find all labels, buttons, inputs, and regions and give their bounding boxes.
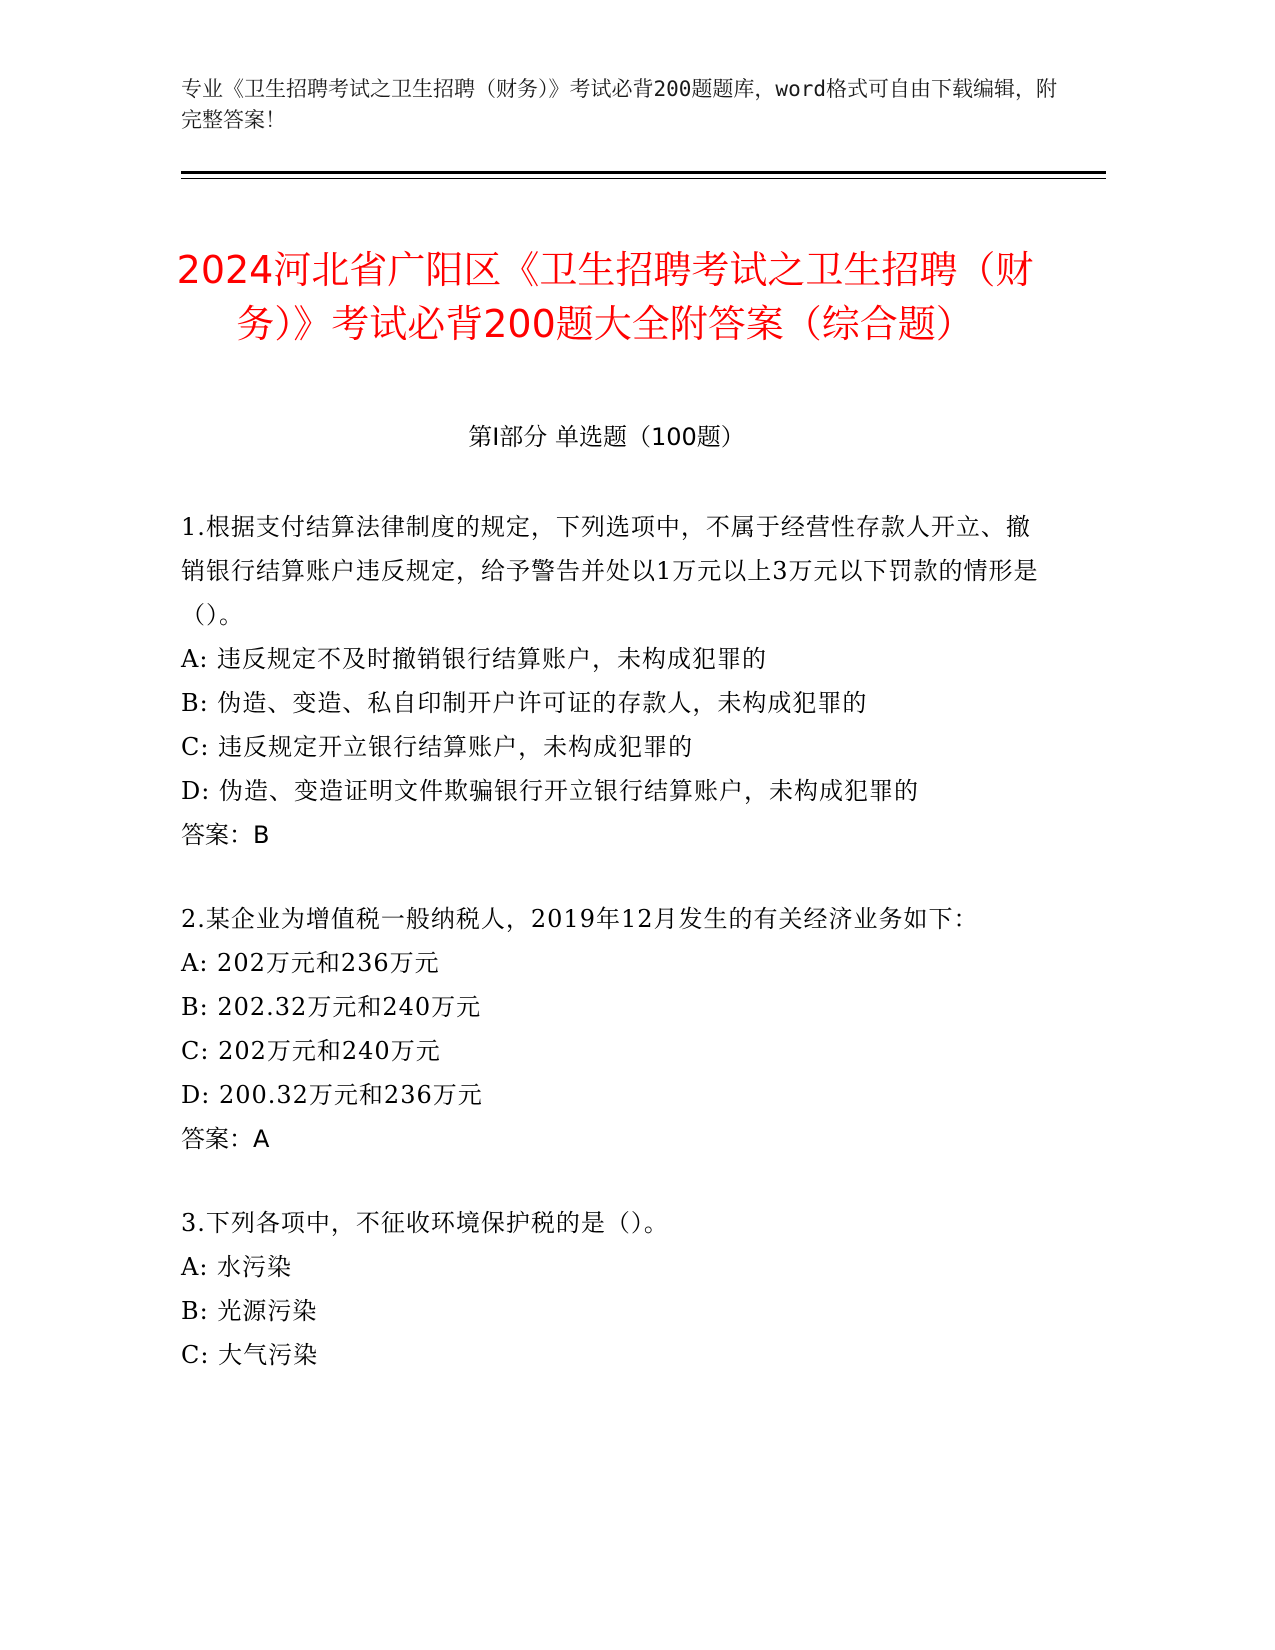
- option-a: A: 违反规定不及时撤销银行结算账户，未构成犯罪的: [181, 645, 768, 673]
- question-stem: 2.某企业为增值税一般纳税人，2019年12月发生的有关经济业务如下：: [181, 905, 979, 933]
- question-2: [181, 897, 1041, 1161]
- answer: 答案：A: [181, 1125, 270, 1153]
- question-3: [181, 1201, 1041, 1377]
- option-b: B: 202.32万元和240万元: [181, 993, 482, 1021]
- option-d: D: 200.32万元和236万元: [181, 1081, 483, 1109]
- option-c: C: 大气污染: [181, 1341, 319, 1369]
- section-title: 第I部分 单选题（100题）: [468, 423, 745, 451]
- option-c: C: 202万元和240万元: [181, 1037, 441, 1065]
- question-list: [181, 505, 1041, 1417]
- question-stem: 3.下列各项中，不征收环境保护税的是（）。: [181, 1209, 669, 1237]
- document-title: 2024河北省广阳区《卫生招聘考试之卫生招聘（财务）》考试必背200题大全附答案（综合题）: [176, 248, 1034, 347]
- option-c: C: 违反规定开立银行结算账户，未构成犯罪的: [181, 733, 694, 761]
- question-stem: 1.根据支付结算法律制度的规定，下列选项中，不属于经营性存款人开立、撤销银行结算账户违反规定，给予警告并处以1万元以上3万元以下罚款的情形是（）。: [181, 513, 1039, 629]
- header-divider-thin: [181, 178, 1106, 179]
- option-a: A: 水污染: [181, 1253, 293, 1281]
- question-1: [181, 505, 1041, 857]
- answer: 答案：B: [181, 821, 270, 849]
- option-a: A: 202万元和236万元: [181, 949, 440, 977]
- option-b: B: 光源污染: [181, 1297, 318, 1325]
- header-note: 专业《卫生招聘考试之卫生招聘（财务）》考试必背200题题库，word格式可自由下载编辑，附完整答案！: [181, 77, 1057, 132]
- header-divider-thick: [181, 171, 1106, 174]
- option-b: B: 伪造、变造、私自印制开户许可证的存款人，未构成犯罪的: [181, 689, 868, 717]
- option-d: D: 伪造、变造证明文件欺骗银行开立银行结算账户，未构成犯罪的: [181, 777, 919, 805]
